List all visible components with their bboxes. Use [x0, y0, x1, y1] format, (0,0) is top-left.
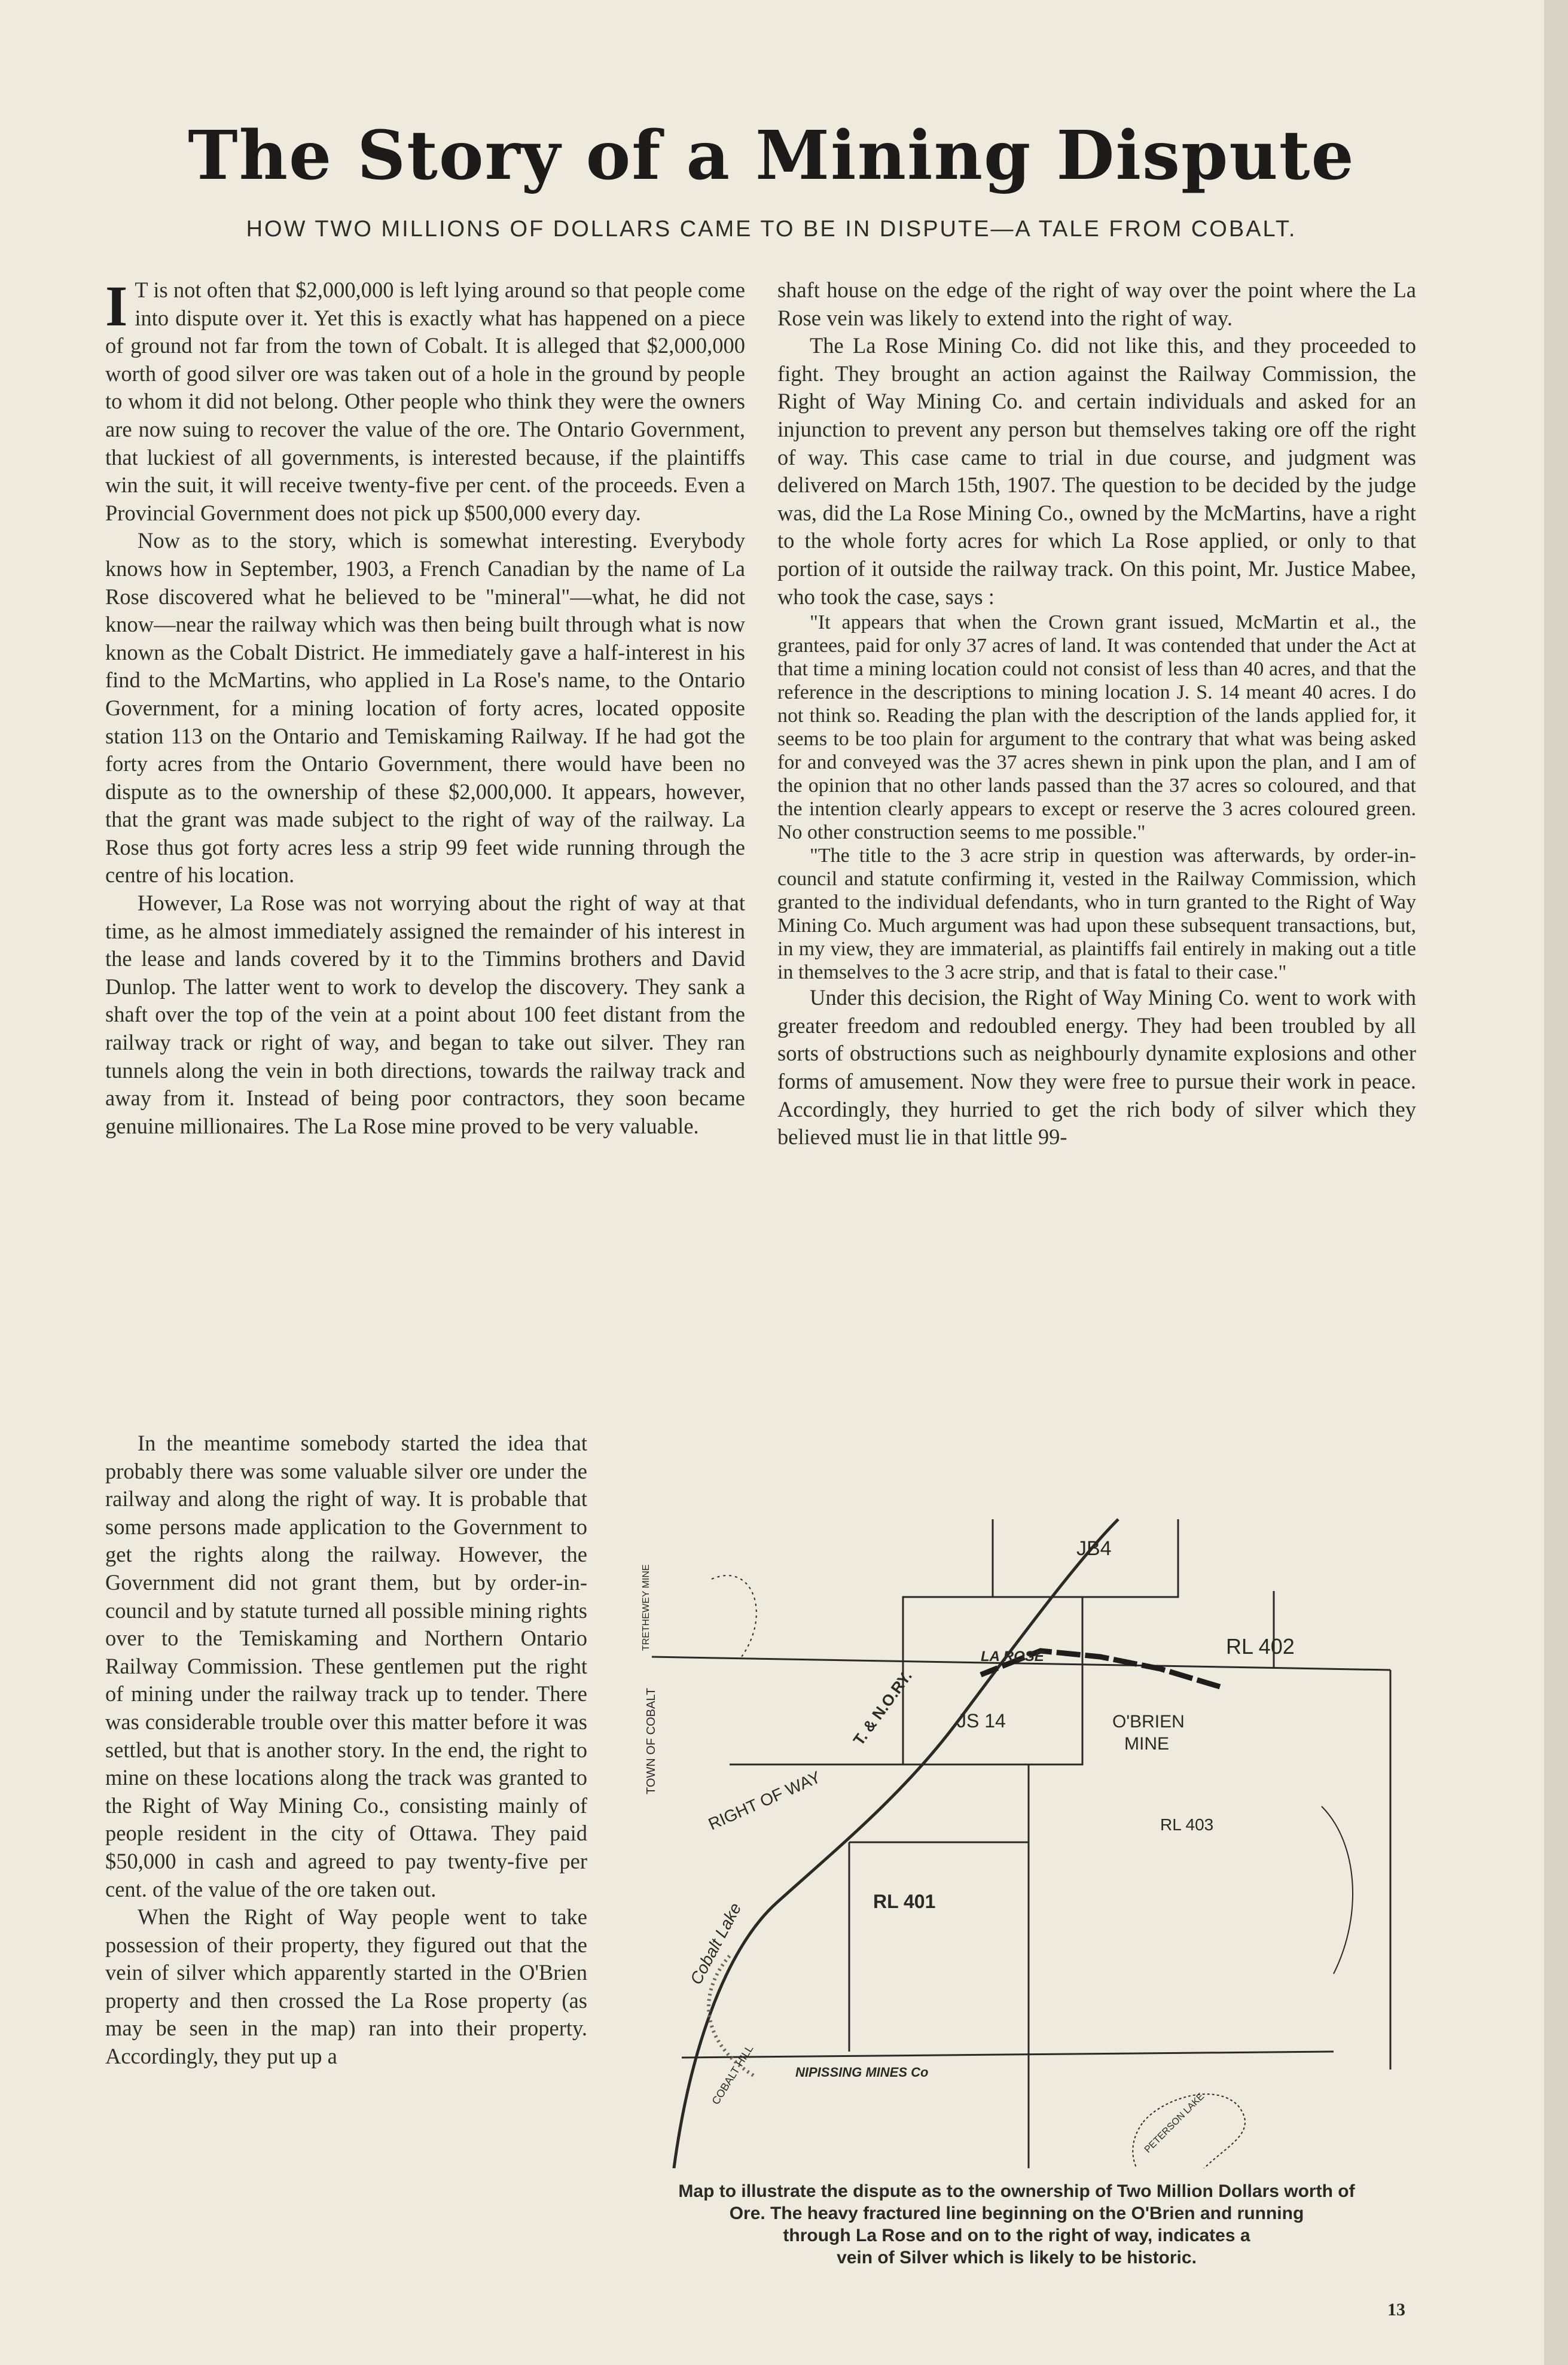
map-label-nipissing: NIPISSING MINES Co: [795, 2065, 929, 2080]
paragraph-6: shaft house on the edge of the right of way over the point where the La Rose vein was likely to extend into the right of way.: [777, 278, 1416, 330]
paragraph-1-text: T is not often that $2,000,000 is left lying around so that people come into dispute over it. Yet this is exactly what has happened on a piece of ground not far from the town of Cobalt. It is alleged that $2,000,000 worth of good silver ore was taken out of a hole in the ground by people to whom it did not belong. Other people who think they were the owners are now suing to recover the value of the ore. The Ontario Government, that luckiest of all governments, is interested because, if the plaintiffs win the suit, it will receive twenty-five per cent. of the proceeds. Even a Provincial Government does not pick up $500,000 every day.: [105, 278, 745, 525]
judge-quote-1: "It appears that when the Crown grant issued, McMartin et al., the grantees, paid for only 37 acres of land. It was contended that under the Act at that time a mining location could not consist of less than 40 acres, and that the reference in the descriptions to mining location J. S. 14 meant 40 acres. I do not think so. Reading the plan with the description of the lands applied for, it seems to be too plain for argument to the contrary that what was being asked for and conveyed was the 37 acres shewn in pink upon the plan, and I am of the opinion that no other lands passed than the 37 acres so coloured, and that the intention clearly appears to except or reserve the 3 acres coloured green. No other construction seems to me possible.": [777, 611, 1416, 844]
article-title: The Story of a Mining Dispute: [188, 117, 1355, 195]
judge-quote-2: "The title to the 3 acre strip in question was afterwards, by order-in-council and statute confirming it, vested in the Railway Commission, which granted to the individual defendants, who in turn granted to the Right of Way Mining Co. Much argument was had upon these subsequent transactions, but, in my view, they are immaterial, as plaintiffs fail entirely in making out a title in themselves to the 3 acre strip, and that is fatal to their case.": [777, 845, 1416, 984]
map-label-rl403: RL 403: [1160, 1815, 1214, 1834]
paragraph-1: [105, 276, 745, 527]
caption-line-3: through La Rose and on to the right of way, indicates a: [783, 2226, 1250, 2245]
map-label-la-rose: LA ROSE: [981, 1648, 1044, 1665]
map-label-js14: JS 14: [957, 1710, 1006, 1732]
right-column: [777, 276, 1416, 1151]
map-label-rl402: RL 402: [1226, 1634, 1295, 1659]
map-caption: [598, 2180, 1435, 2269]
map-label-railway: T. & N.O.RY.: [849, 1667, 916, 1749]
caption-line-4: vein of Silver which is likely to be historic.: [837, 2248, 1197, 2268]
drop-cap: I: [105, 274, 128, 338]
map-label-right-of-way: RIGHT OF WAY: [705, 1767, 823, 1834]
paragraph-4: In the meantime somebody started the idea that probably there was some valuable silver ore under the railway and along the right of way. It is probable that some persons made application to the Government to get the rights along the railway. However, the Government did not grant them, but by order-in-council and by statute turned all possible mining rights over to the Temiskaming and Northern Ontario Railway Commission. These gentlemen put the right of mining under the railway track up to tender. There was considerable trouble over this matter before it was settled, but that is another story. In the end, the right to mine on these locations along the track was granted to the Right of Way Mining Co., consisting mainly of people resident in the city of Ottawa. They paid $50,000 in cash and agreed to pay twenty-five per cent. of the value of the ore taken out.: [105, 1431, 587, 1901]
page-edge: [1544, 0, 1568, 2365]
map-label-obrien: O'BRIEN: [1112, 1712, 1185, 1732]
left-column-top: [105, 276, 745, 1140]
paragraph-3: However, La Rose was not worrying about the right of way at that time, as he almost immediately assigned the remainder of his interest in the lease and lands covered by it to the Timmins brothers and David Dunlop. The latter went to work to develop the discovery. They sank a shaft over the top of the vein at a point about 100 feet distant from the railway track or right of way, and began to take out silver. They ran tunnels along the vein in both directions, towards the railway track and away from it. Instead of being poor contractors, they soon became genuine millionaires. The La Rose mine proved to be very valuable.: [105, 891, 745, 1138]
paragraph-5: When the Right of Way people went to take possession of their property, they figured out that the vein of silver which apparently started in the O'Brien property and then crossed the La Rose property (as may be seen in the map) ran into their property. Accordingly, they put up a: [105, 1904, 587, 2069]
map-label-cobalt-hill: COBALT HILL: [709, 2043, 756, 2107]
map-label-tretheway: TRETHEWEY MINE: [641, 1564, 651, 1651]
mining-claims-map: [622, 1459, 1429, 2168]
caption-line-2: Ore. The heavy fractured line beginning on the O'Brien and running: [729, 2204, 1304, 2223]
caption-line-1: Map to illustrate the dispute as to the ownership of Two Million Dollars worth of: [678, 2181, 1355, 2201]
paragraph-8: Under this decision, the Right of Way Mining Co. went to work with greater freedom and redoubled energy. They had been troubled by all sorts of obstructions such as neighbourly dynamite explosions and other forms of amusement. Now they were free to pursue their work in peace. Accordingly, they hurried to get the rich body of silver which they believed must lie in that little 99-: [777, 985, 1416, 1150]
left-column-bottom: [105, 1430, 587, 2071]
map-label-mine: MINE: [1124, 1734, 1169, 1754]
map-label-peterson-lake: PETERSON LAKE: [1142, 2091, 1207, 2155]
paragraph-2: Now as to the story, which is somewhat interesting. Everybody knows how in September, 1903, a French Canadian by the name of La Rose discovered what he believed to be "mineral"—what, he did not know—near the railway which was then being built through what is now known as the Cobalt District. He immediately gave a half-interest in his find to the McMartins, who applied in La Rose's name, to the Ontario Government, for a mining location of forty acres, located opposite station 113 on the Ontario and Temiskaming Railway. If he had got the forty acres from the Ontario Government, there would have been no dispute as to the ownership of these $2,000,000. It appears, however, that the grant was made subject to the right of way of the railway. La Rose thus got forty acres less a strip 99 feet wide running through the centre of his location.: [105, 528, 745, 888]
article-subtitle: HOW TWO MILLIONS OF DOLLARS CAME TO BE IN DISPUTE—A TALE FROM COBALT.: [246, 217, 1297, 242]
paragraph-7: The La Rose Mining Co. did not like this, and they proceeded to fight. They brought an action against the Railway Commission, the Right of Way Mining Co. and certain individuals and asked for an injunction to prevent any person but themselves taking ore off the right of way. This case came to trial in due course, and judgment was delivered on March 15th, 1907. The question to be decided by the judge was, did the La Rose Mining Co., owned by the McMartins, have a right to the whole forty acres for which La Rose applied, or only to that portion of it outside the railway track. On this point, Mr. Justice Mabee, who took the case, says :: [777, 333, 1416, 609]
map-label-cobalt-lake: Cobalt Lake: [686, 1900, 745, 1988]
map-label-jb4: JB4: [1076, 1537, 1112, 1560]
page-number: 13: [1387, 2300, 1405, 2320]
map-label-rl401: RL 401: [873, 1891, 936, 1912]
map-label-town-of-cobalt: TOWN OF COBALT: [645, 1687, 658, 1794]
